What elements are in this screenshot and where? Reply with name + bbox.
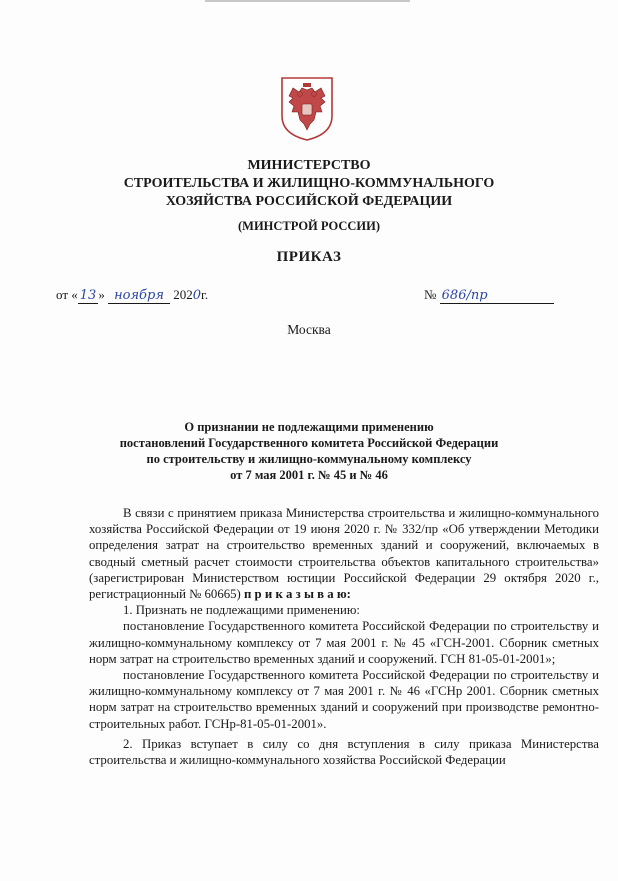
paragraph-item-2: 2. Приказ вступает в силу со дня вступления в силу приказа Министерства строительства и жилищно-коммунального хозяйства Российской Федерации: [89, 736, 599, 768]
date-year-prefix: 202: [173, 287, 193, 302]
paragraph-preamble: [89, 505, 599, 602]
date-suffix: г.: [200, 287, 209, 302]
order-verb: п р и к а з ы в а ю:: [243, 587, 351, 602]
number-value: 686/пр: [441, 288, 488, 303]
date-month: ноября: [108, 288, 170, 304]
ministry-name: [0, 157, 618, 211]
date-year-digit: 0: [192, 288, 201, 303]
title-line: по строительству и жилищно-коммунальному комплексу: [146, 452, 472, 466]
date-prefix: от «: [56, 287, 78, 302]
order-date: [56, 287, 208, 303]
number-prefix: №: [424, 287, 437, 302]
paragraph-resolution-46: постановление Государственного комитета Российской Федерации по строительству и жилищно-коммунальному комплексу от 7 мая 2001 г. № 46 «ГСНр 2001. Сборник сметных норм затрат на строительство временных зданий и сооружений при производстве ремонтно-строительных работ. ГСНр-81-05-01-2001».: [89, 668, 599, 731]
date-mid: »: [98, 287, 105, 302]
title-line: постановлений Государственного комитета Российской Федерации: [119, 436, 499, 450]
coat-of-arms-icon: [280, 76, 334, 142]
title-line: от 7 мая 2001 г. № 45 и № 46: [230, 468, 388, 482]
preamble-text: В связи с принятием приказа Министерства строительства и жилищно-коммунального хозяйства Российской Федерации от 19 июня 2020 г. № 332/пр «Об утверждении Методики определения затрат на строительство временных зданий и сооружений, включаемых в сводный сметный расчет стоимости строительства объектов капитального строительства» (зарегистрирован Министерством юстиции Российской Федерации 29 октября 2020 г., регистрационный № 60665): [89, 506, 599, 602]
ministry-line: МИНИСТЕРСТВО: [247, 158, 371, 173]
paragraph-resolution-45: постановление Государственного комитета Российской Федерации по строительству и жилищно-коммунальному комплексу от 7 мая 2001 г. № 45 «ГСН-2001. Сборник сметных норм затрат на строительство временных зданий и сооружений. ГСН 81-05-01-2001»;: [89, 619, 599, 666]
scan-edge-line: [205, 0, 410, 2]
order-body: [89, 505, 599, 768]
date-day: 13: [79, 288, 97, 303]
city: Москва: [287, 322, 331, 337]
ministry-short-name: (МИНСТРОЙ РОССИИ): [237, 219, 380, 233]
ministry-line: СТРОИТЕЛЬСТВА И ЖИЛИЩНО-КОММУНАЛЬНОГО: [123, 176, 495, 191]
order-title: [0, 419, 618, 483]
document-type: ПРИКАЗ: [276, 249, 342, 265]
paragraph-item-1: 1. Признать не подлежащими применению:: [123, 603, 360, 618]
order-number: [424, 287, 564, 304]
title-line: О признании не подлежащими применению: [184, 420, 434, 434]
ministry-line: ХОЗЯЙСТВА РОССИЙСКОЙ ФЕДЕРАЦИИ: [165, 194, 453, 209]
